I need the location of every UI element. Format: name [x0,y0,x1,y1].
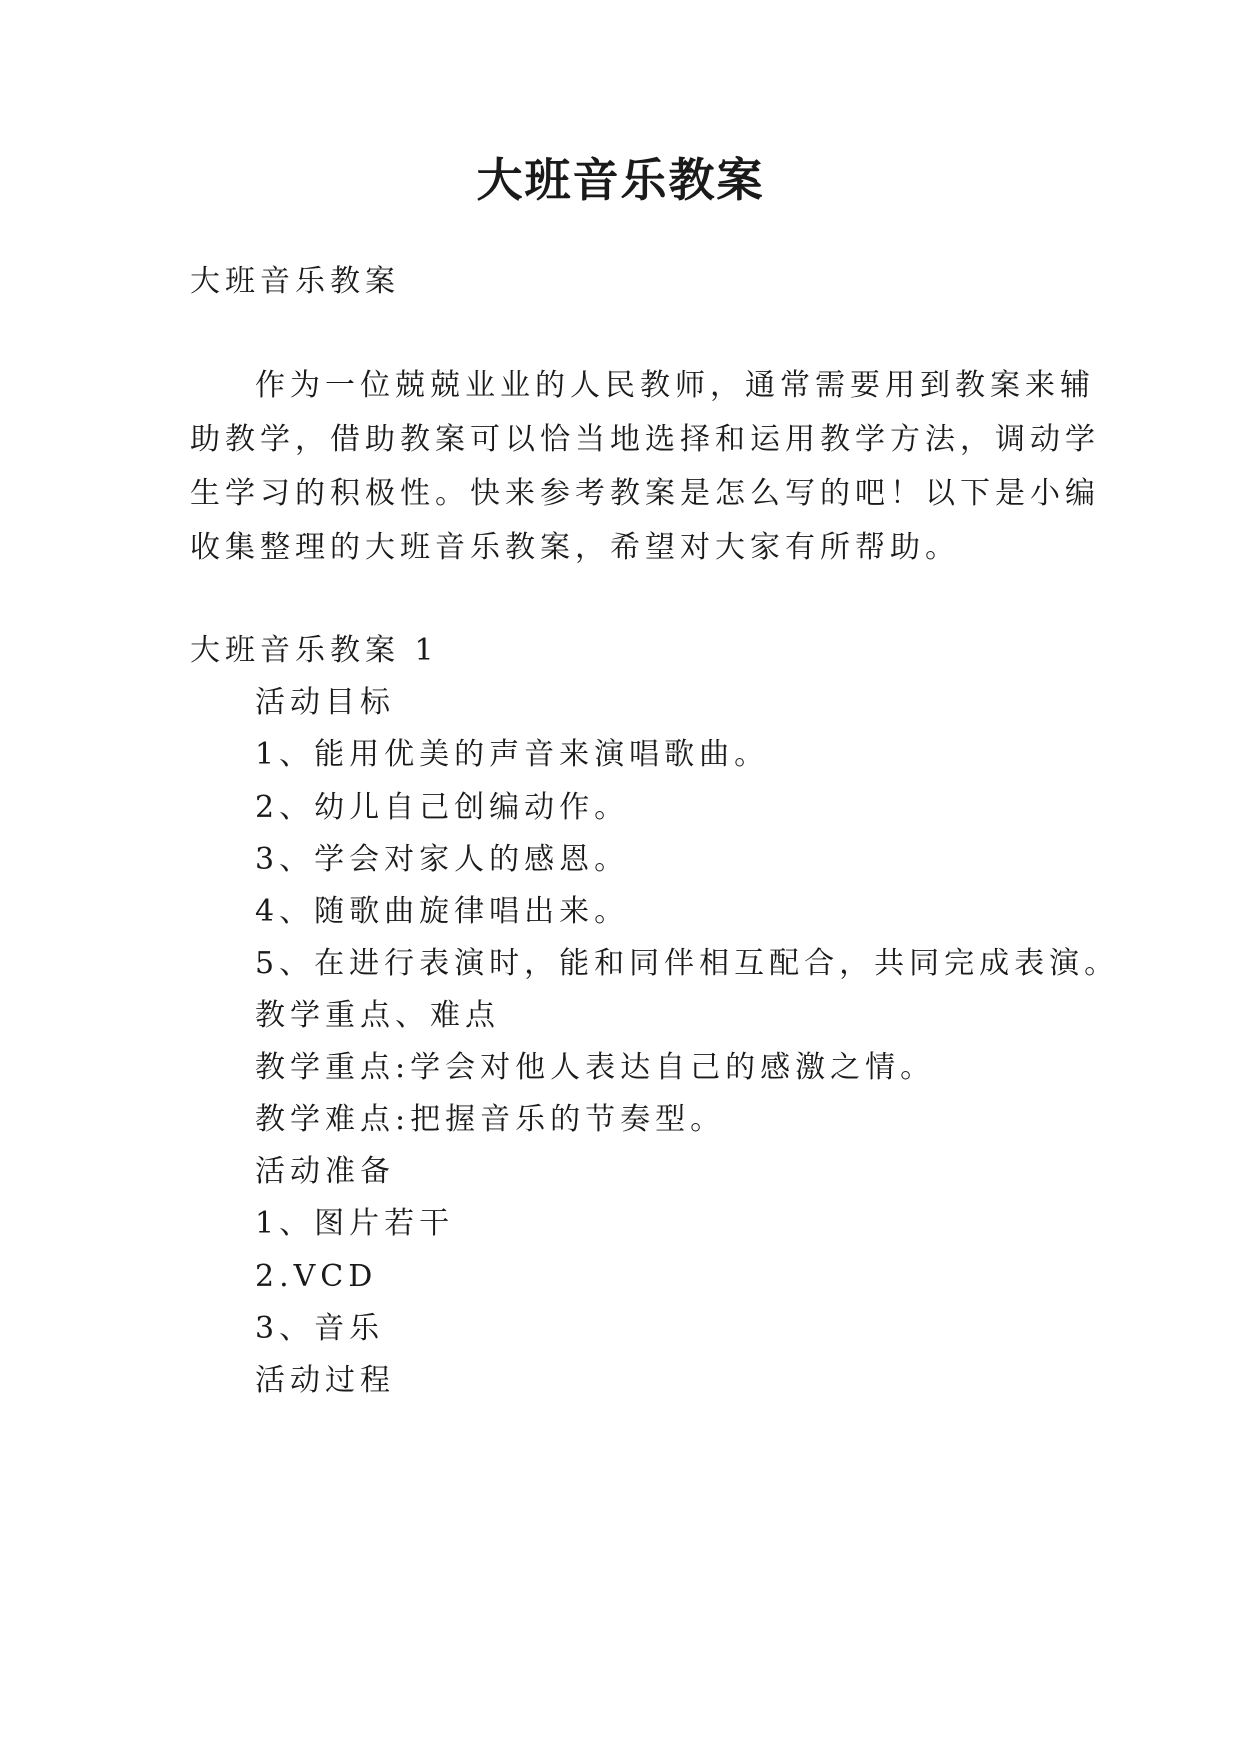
document-title: 大班音乐教案 [476,153,765,207]
preparation-item: 1、图片若干 [255,1206,455,1241]
intro-line: 收集整理的大班音乐教案，希望对大家有所帮助。 [190,530,960,565]
process-heading: 活动过程 [255,1363,395,1398]
goal-item: 2、幼儿自己创编动作。 [255,790,630,825]
goal-item: 4、随歌曲旋律唱出来。 [255,894,630,929]
goal-item: 5、在进行表演时，能和同伴相互配合，共同完成表演。 [255,946,1120,981]
intro-line: 助教学，借助教案可以恰当地选择和运用教学方法，调动学 [190,422,1100,457]
preparation-item: 3、音乐 [255,1311,385,1346]
intro-line: 生学习的积极性。快来参考教案是怎么写的吧！以下是小编 [190,476,1100,511]
activity-goals-heading: 活动目标 [255,685,395,720]
section-heading: 大班音乐教案 1 [190,633,439,668]
goal-item: 1、能用优美的声音来演唱歌曲。 [255,737,770,772]
key-point: 教学重点:学会对他人表达自己的感激之情。 [255,1050,936,1085]
preparation-heading: 活动准备 [255,1154,395,1189]
intro-line: 作为一位兢兢业业的人民教师，通常需要用到教案来辅 [255,368,1095,403]
goal-item: 3、学会对家人的感恩。 [255,842,630,877]
difficult-point: 教学难点:把握音乐的节奏型。 [255,1102,726,1137]
document-subtitle: 大班音乐教案 [190,264,400,299]
preparation-item: 2.VCD [255,1259,378,1294]
key-points-heading: 教学重点、难点 [255,998,500,1033]
